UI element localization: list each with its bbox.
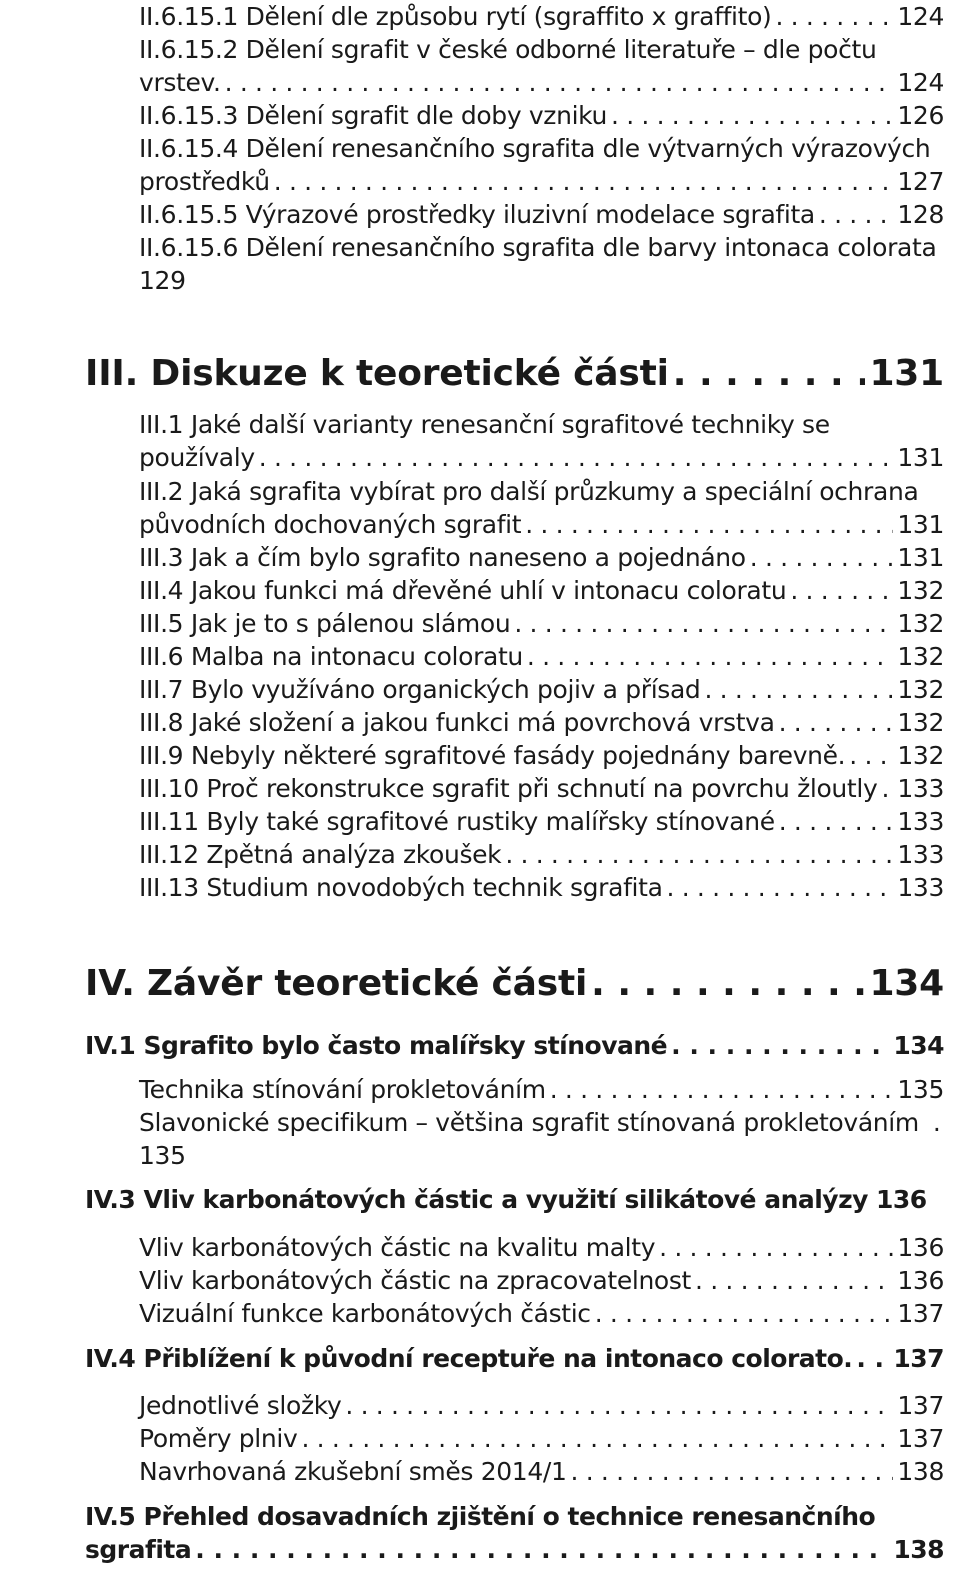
toc-entry[interactable] (139, 541, 944, 574)
toc-chapter-heading[interactable] (85, 354, 944, 394)
toc-entry[interactable] (139, 0, 944, 33)
toc-entry[interactable] (139, 805, 944, 838)
toc-entry-title: II.6.15.1 Dělení dle způsobu rytí (sgraffito x graffito) (139, 2, 772, 31)
dot-leader (591, 1297, 894, 1330)
toc-entry[interactable] (139, 1264, 944, 1297)
toc-entry-title: II.6.15.5 Výrazové prostředky iluzivní modelace sgrafita (139, 200, 815, 229)
toc-entry[interactable] (139, 640, 944, 673)
section-title: IV.1 Sgrafito bylo často malířsky stínované (85, 1031, 668, 1060)
toc-entry-title: III.13 Studium novodobých technik sgrafita (139, 873, 663, 902)
toc-entry-page: 131 (897, 443, 944, 472)
toc-entry-title: III.7 Bylo využíváno organických pojiv a přísad (139, 675, 701, 704)
toc-entry-title: III.8 Jaké složení a jakou funkci má povrchová vrstva (139, 708, 775, 737)
dot-leader (655, 1231, 893, 1264)
toc-entry-title: II.6.15.4 Dělení renesančního sgrafita dle výtvarných výrazových (139, 134, 931, 163)
toc-entry-title-continued: původních dochovaných sgrafit (139, 510, 522, 539)
dot-leader (607, 99, 893, 132)
toc-entry-title: Jednotlivé složky (139, 1391, 342, 1420)
toc-section-heading[interactable] (85, 1183, 944, 1216)
toc-entry-page: 138 (897, 1457, 944, 1486)
toc-entry-page: 131 (897, 543, 944, 572)
toc-entry-page: 133 (897, 840, 944, 869)
chapter-page: 134 (869, 963, 944, 1004)
toc-entry[interactable] (139, 607, 944, 640)
toc-entry-page: 124 (897, 2, 944, 31)
dot-leader (746, 541, 894, 574)
toc-entry[interactable] (139, 838, 944, 871)
section-page: 138 (893, 1535, 944, 1564)
toc-chapter-heading[interactable] (85, 964, 944, 1004)
toc-entry[interactable] (139, 99, 944, 132)
dot-leader (669, 354, 866, 394)
section-title: IV.5 Přehled dosavadních zjištění o technice renesančního (85, 1502, 876, 1531)
section-page: 134 (893, 1031, 944, 1060)
dot-leader (815, 198, 893, 231)
toc-entry-title: II.6.15.3 Dělení sgrafit dle doby vzniku (139, 101, 608, 130)
dot-leader (663, 871, 894, 904)
toc-entry[interactable] (139, 198, 944, 231)
toc-entry-title: Vliv karbonátových částic na zpracovatelnost (139, 1266, 692, 1295)
toc-entry[interactable] (139, 231, 944, 297)
dot-leader (221, 66, 894, 99)
section-title-continued: sgrafita (85, 1535, 192, 1564)
toc-entry-title-continued: prostředků (139, 167, 270, 196)
toc-entry-page: 132 (897, 609, 944, 638)
toc-entry-page: 133 (897, 807, 944, 836)
toc-entry-page: 136 (897, 1233, 944, 1262)
section-page: 137 (893, 1344, 944, 1373)
dot-leader (877, 772, 893, 805)
toc-entry[interactable] (139, 1422, 944, 1455)
toc-entry[interactable] (139, 1073, 944, 1106)
toc-entry[interactable] (139, 772, 944, 805)
toc-entry-page: 133 (897, 774, 944, 803)
toc-entry-page: 124 (897, 68, 944, 97)
section-title: IV.4 Přiblížení k původní receptuře na intonaco colorato. (85, 1344, 853, 1373)
toc-entry-title: III.3 Jak a čím bylo sgrafito naneseno a pojednáno (139, 543, 746, 572)
toc-entry-title: Poměry plniv (139, 1424, 298, 1453)
toc-entry-page: 132 (897, 576, 944, 605)
chapter-title: IV. Závěr teoretické části (85, 963, 588, 1004)
dot-leader (546, 1073, 894, 1106)
dot-leader (523, 640, 893, 673)
dot-leader (341, 1389, 893, 1422)
toc-entry-title: III.1 Jaké další varianty renesanční sgrafitové techniky se (139, 410, 830, 439)
dot-leader (297, 1422, 893, 1455)
toc-entry-title-continued: vrstev. (139, 68, 221, 97)
toc-entry-page: 132 (897, 642, 944, 671)
dot-leader (270, 165, 894, 198)
dot-leader (255, 441, 894, 474)
toc-entry-page: 128 (897, 200, 944, 229)
toc-entry[interactable] (139, 574, 944, 607)
section-title: IV.3 Vliv karbonátových částic a využití silikátové analýzy (85, 1185, 868, 1214)
dot-leader (191, 1533, 889, 1566)
toc-entry-page: 131 (897, 510, 944, 539)
toc-entry-page: 132 (897, 675, 944, 704)
dot-leader (587, 964, 865, 1004)
toc-entry[interactable] (139, 1106, 944, 1172)
dot-leader (845, 739, 893, 772)
toc-entry-title: III.2 Jaká sgrafita vybírat pro další průzkumy a speciální ochrana (139, 477, 919, 506)
dot-leader (771, 0, 893, 33)
toc-entry-page: 137 (897, 1424, 944, 1453)
dot-leader (510, 607, 893, 640)
toc-entry-page: 126 (897, 101, 944, 130)
toc-entry-title: III.9 Nebyly některé sgrafitové fasády pojednány barevně. (139, 741, 846, 770)
toc-entry[interactable] (139, 739, 944, 772)
dot-leader (667, 1029, 889, 1062)
dot-leader (786, 574, 893, 607)
chapter-title: III. Diskuze k teoretické části (85, 353, 669, 394)
toc-entry[interactable] (139, 132, 944, 198)
toc-entry-title: Vizuální funkce karbonátových částic (139, 1299, 591, 1328)
toc-entry-title: Slavonické specifikum – většina sgrafit stínovaná prokletováním (139, 1108, 919, 1137)
section-page: 136 (875, 1185, 927, 1214)
toc-entry[interactable] (139, 1455, 944, 1488)
toc-entry-title: II.6.15.2 Dělení sgrafit v české odborné literatuře – dle počtu (139, 35, 877, 64)
dot-leader (567, 1455, 894, 1488)
toc-entry-page: 136 (897, 1266, 944, 1295)
toc-entry-title: Vliv karbonátových částic na kvalitu malty (139, 1233, 656, 1262)
toc-entry[interactable] (139, 475, 944, 541)
toc-entry[interactable] (139, 871, 944, 904)
toc-entry-page: 135 (897, 1075, 944, 1104)
dot-leader (775, 706, 894, 739)
dot-leader (852, 1342, 889, 1375)
toc-entry-title: III.12 Zpětná analýza zkoušek (139, 840, 502, 869)
toc-entry[interactable] (139, 1297, 944, 1330)
toc-entry-page: 132 (897, 708, 944, 737)
toc-entry-title: II.6.15.6 Dělení renesančního sgrafita dle barvy intonaca colorata (139, 233, 937, 262)
dot-leader (501, 838, 893, 871)
dot-leader (691, 1264, 893, 1297)
toc-entry-page: 132 (897, 741, 944, 770)
toc-entry-title: Technika stínování prokletováním (139, 1075, 546, 1104)
toc-section-heading[interactable] (85, 1029, 944, 1062)
toc-entry-title-continued: používaly (139, 443, 255, 472)
chapter-page: 131 (869, 353, 944, 394)
toc-entry-title: III.4 Jakou funkci má dřevěné uhlí v intonacu coloratu (139, 576, 787, 605)
toc-entry[interactable] (139, 706, 944, 739)
toc-entry-title: III.6 Malba na intonacu coloratu (139, 642, 523, 671)
toc-entry-page: 135 (139, 1141, 186, 1170)
toc-section-heading[interactable] (85, 1342, 944, 1375)
toc-entry-title: Navrhovaná zkušební směs 2014/1 (139, 1457, 567, 1486)
toc-entry[interactable] (139, 1231, 944, 1264)
toc-entry[interactable] (139, 408, 944, 474)
toc-entry-page: 133 (897, 873, 944, 902)
toc-entry[interactable] (139, 673, 944, 706)
toc-entry-title: III.5 Jak je to s pálenou slámou (139, 609, 511, 638)
toc-entry-page: 127 (897, 167, 944, 196)
dot-leader: . (932, 1108, 941, 1137)
toc-entry-page: 129 (139, 266, 186, 295)
dot-leader (521, 508, 893, 541)
toc-section-heading[interactable] (85, 1500, 944, 1566)
toc-entry-title: III.10 Proč rekonstrukce sgrafit při schnutí na povrchu žloutly (139, 774, 878, 803)
toc-entry[interactable] (139, 33, 944, 99)
toc-entry-title: III.11 Byly také sgrafitové rustiky malířsky stínované (139, 807, 775, 836)
toc-entry-page: 137 (897, 1391, 944, 1420)
toc-entry-page: 137 (897, 1299, 944, 1328)
dot-leader (775, 805, 894, 838)
dot-leader (700, 673, 893, 706)
toc-entry[interactable] (139, 1389, 944, 1422)
